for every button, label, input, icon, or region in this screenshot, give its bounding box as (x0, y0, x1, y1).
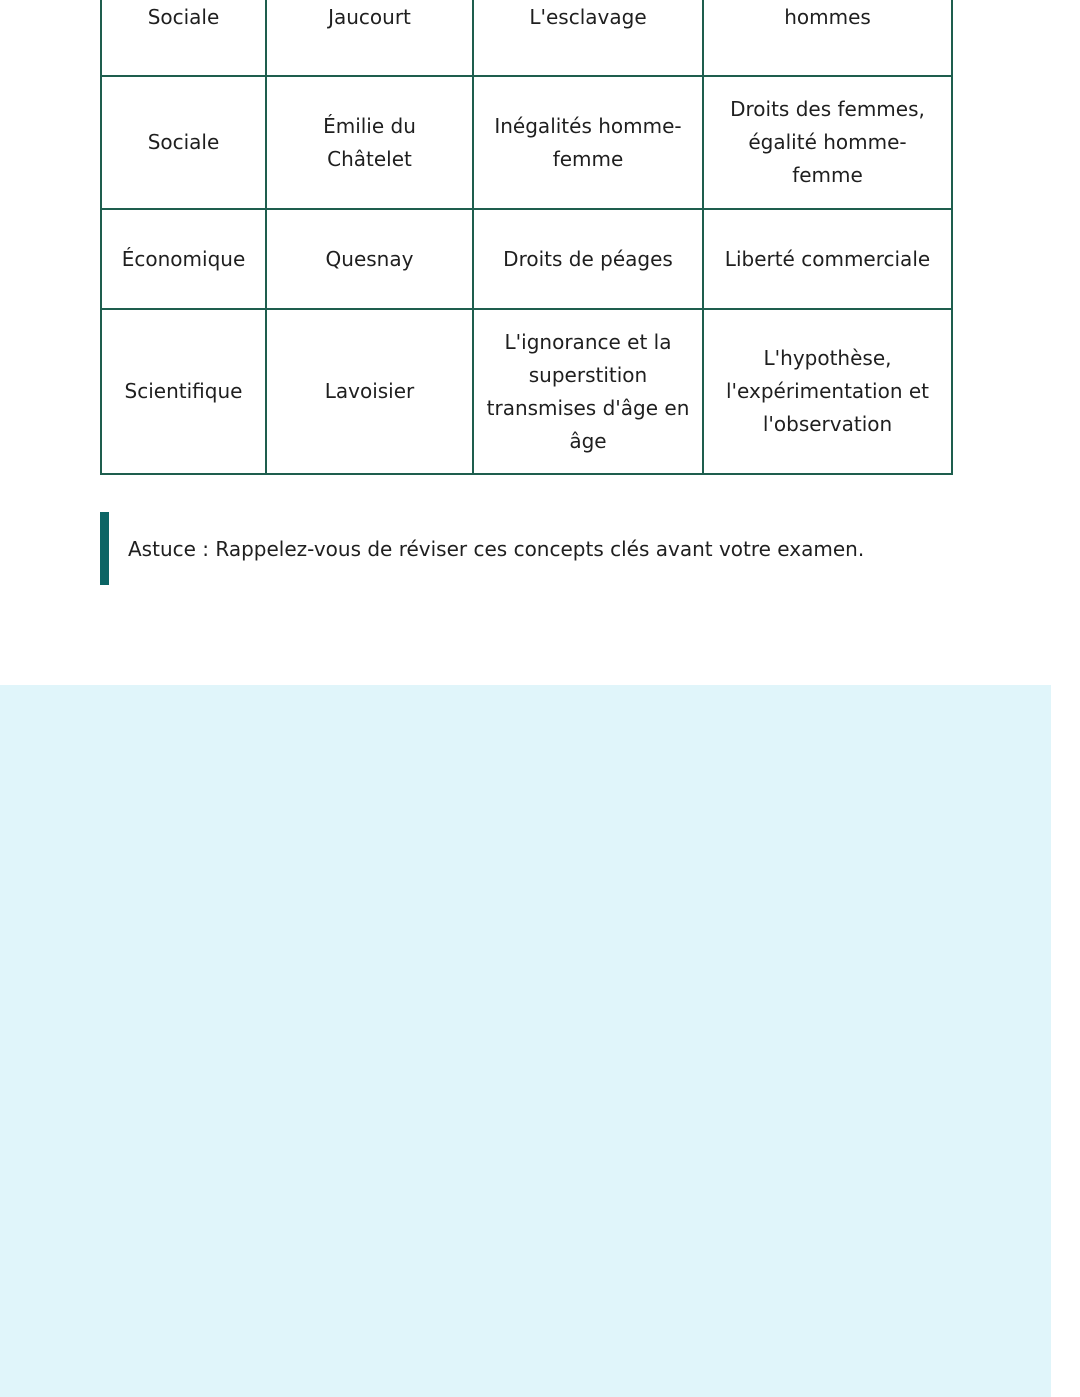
table-cell-criticism: L'ignorance et la superstition transmises d'âge en âge (473, 309, 703, 474)
table-row (101, 76, 952, 209)
tip-callout (100, 512, 951, 585)
table-cell-domain: Économique (101, 209, 266, 309)
concepts-table-wrapper (100, 0, 951, 475)
table-cell-criticism: Droits de péages (473, 209, 703, 309)
table-cell-philosopher: Émilie du Châtelet (266, 76, 473, 209)
tip-text: Astuce : Rappelez-vous de réviser ces concepts clés avant votre examen. (128, 536, 865, 561)
table-cell-philosopher: Lavoisier (266, 309, 473, 474)
table-cell-domain: Sociale (101, 0, 266, 76)
table-cell-ideal: hommes (703, 0, 952, 76)
table-cell-philosopher: Quesnay (266, 209, 473, 309)
table-row (101, 309, 952, 474)
table-cell-philosopher: Jaucourt (266, 0, 473, 76)
table-cell-criticism: Inégalités homme-femme (473, 76, 703, 209)
concepts-table (100, 0, 953, 475)
table-cell-criticism: L'esclavage (473, 0, 703, 76)
table-cell-domain: Scientifique (101, 309, 266, 474)
table-row (101, 209, 952, 309)
bottom-panel (0, 685, 1051, 1397)
table-cell-ideal: Droits des femmes, égalité homme-femme (703, 76, 952, 209)
table-row (101, 0, 952, 76)
table-cell-domain: Sociale (101, 76, 266, 209)
table-cell-ideal: L'hypothèse, l'expérimentation et l'observation (703, 309, 952, 474)
table-cell-ideal: Liberté commerciale (703, 209, 952, 309)
